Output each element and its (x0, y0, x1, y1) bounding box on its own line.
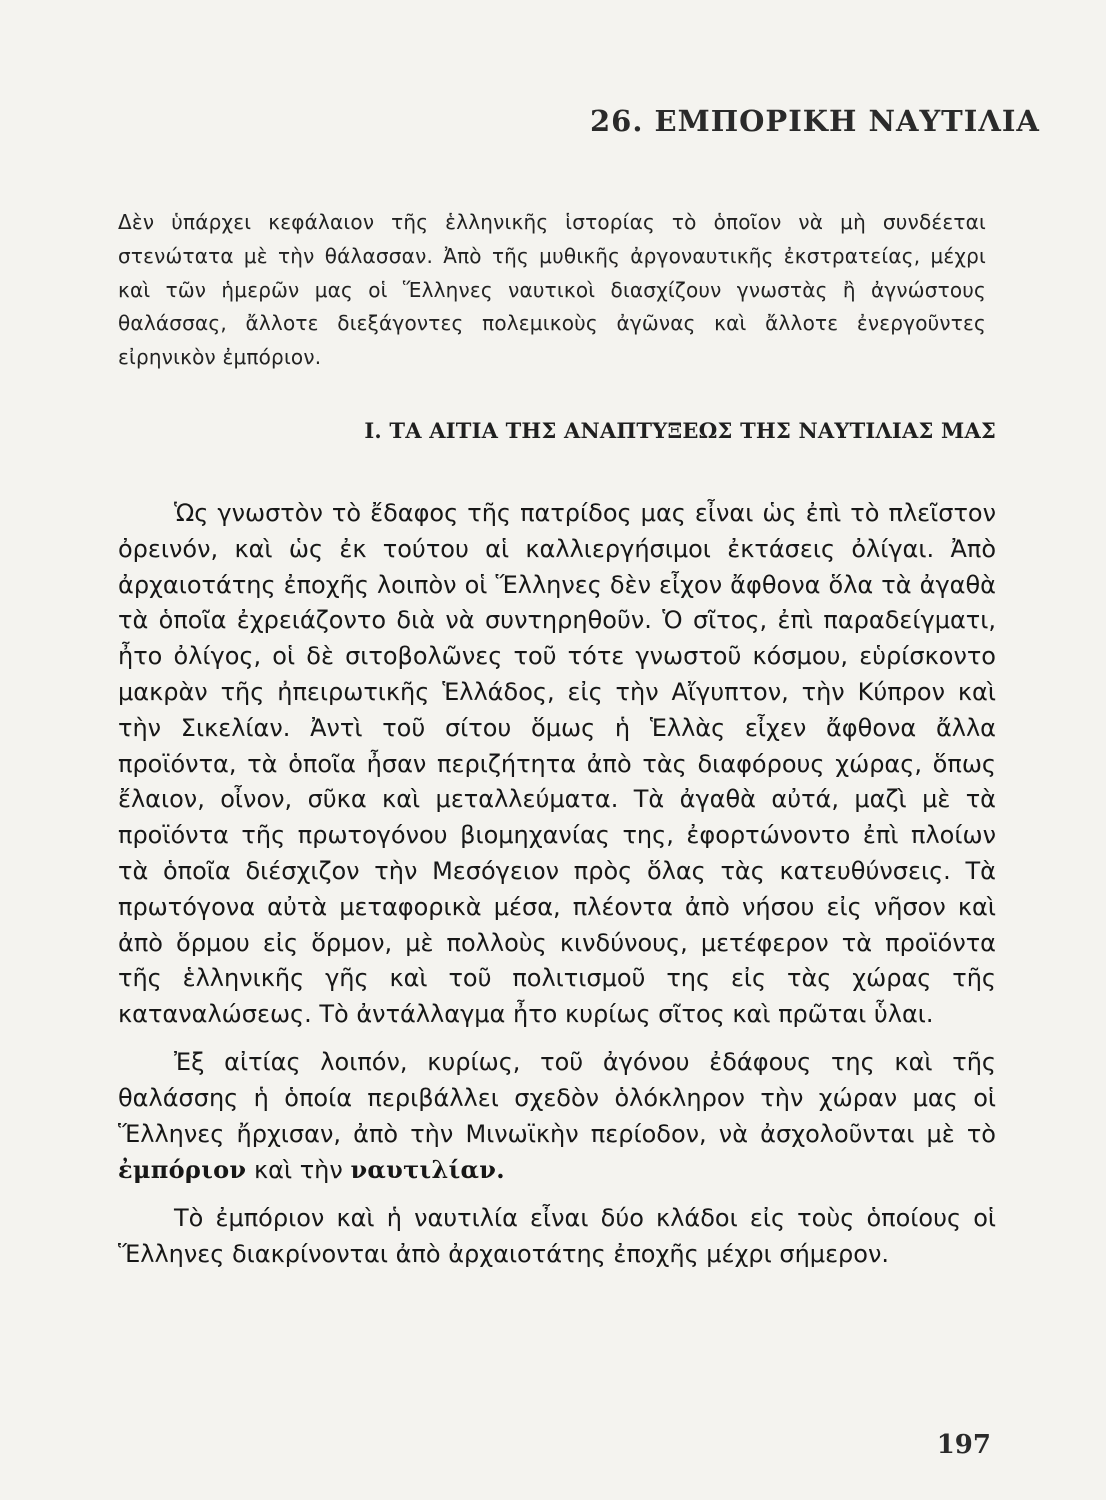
body-paragraph-2 (118, 1045, 996, 1189)
intro-paragraph: Δὲν ὑπάρχει κεφάλαιον τῆς ἑλληνικῆς ἱστορίας τὸ ὁποῖον νὰ μὴ συνδέεται στενώτατα μὲ τὴν θάλασσαν. Ἀπὸ τῆς μυθικῆς ἀργοναυτικῆς ἐκστρατείας, μέχρι καὶ τῶν ἡμερῶν μας οἱ Ἕλληνες ναυτικοὶ διασχίζουν γνωστὰς ἢ ἀγνώστους θαλάσσας, ἄλλοτε διεξάγοντες πολεμικοὺς ἀγῶνας καὶ ἄλλοτε ἐνεργοῦντες εἰρηνικὸν ἐμπόριον. (118, 210, 986, 370)
chapter-title: 26. ΕΜΠΟΡΙΚΗ ΝΑΥΤΙΛΙΑ (590, 104, 1040, 138)
bold-term-shipping: ναυτιλίαν. (350, 1155, 505, 1185)
body-paragraph-1: Ὡς γνωστὸν τὸ ἔδαφος τῆς πατρίδος μας εἶναι ὡς ἐπὶ τὸ πλεῖστον ὀρεινόν, καὶ ὡς ἐκ τούτου αἱ καλλιεργήσιμοι ἐκτάσεις ὀλίγαι. Ἀπὸ ἀρχαιοτάτης ἐποχῆς λοιπὸν οἱ Ἕλληνες δὲν εἶχον ἄφθονα ὅλα τὰ ἀγαθὰ τὰ ὁποῖα ἐχρειάζοντο διὰ νὰ συντηρηθοῦν. Ὁ σῖτος, ἐπὶ παραδείγματι, ἦτο ὀλίγος, οἱ δὲ σιτοβολῶνες τοῦ τότε γνωστοῦ κόσμου, εὑρίσκοντο μακρὰν τῆς ἠπειρωτικῆς Ἑλλάδος, εἰς τὴν Αἴγυπτον, τὴν Κύπρον καὶ τὴν Σικελίαν. Ἀντὶ τοῦ σίτου ὅμως ἡ Ἑλλὰς εἶχεν ἄφθονα ἄλλα προϊόντα, τὰ ὁποῖα ἦσαν περιζήτητα ἀπὸ τὰς διαφόρους χώρας, ὅπως ἔλαιον, οἶνον, σῦκα καὶ μεταλλεύματα. Τὰ ἀγαθὰ αὐτά, μαζὶ μὲ τὰ προϊόντα τῆς πρωτογόνου βιομηχανίας της, ἐφορτώνοντο ἐπὶ πλοίων τὰ ὁποῖα διέσχιζον τὴν Μεσόγειον πρὸς ὅλας τὰς κατευθύνσεις. Τὰ πρωτόγονα αὐτὰ μεταφορικὰ μέσα, πλέοντα ἀπὸ νήσου εἰς νῆσον καὶ ἀπὸ ὅρμου εἰς ὅρμον, μὲ πολλοὺς κινδύνους, μετέφερον τὰ προϊόντα τῆς ἑλληνικῆς γῆς καὶ τοῦ πολιτισμοῦ της εἰς τὰς χώρας τῆς καταναλώσεως. Τὸ ἀντάλλαγμα ἦτο κυρίως σῖτος καὶ πρῶται ὗλαι. (118, 499, 996, 1029)
paragraph-2-connector: καὶ τὴν (254, 1156, 343, 1185)
bold-term-trade: ἐμπόριον (118, 1155, 247, 1185)
paragraph-2-text: Ἐξ αἰτίας λοιπόν, κυρίως, τοῦ ἀγόνου ἐδάφους της καὶ τῆς θαλάσσης ἡ ὁποία περιβάλλει σχεδὸν ὁλόκληρον τὴν χώραν μας οἱ Ἕλληνες ἤρχισαν, ἀπὸ τὴν Μινωϊκὴν περίοδον, νὰ ἀσχολοῦνται μὲ τὸ (118, 1047, 996, 1148)
page-number: 197 (936, 1430, 991, 1460)
body-paragraph-3: Τὸ ἐμπόριον καὶ ἡ ναυτιλία εἶναι δύο κλάδοι εἰς τοὺς ὁποίους οἱ Ἕλληνες διακρίνονται ἀπὸ ἀρχαιοτάτης ἐποχῆς μέχρι σήμερον. (118, 1204, 996, 1268)
section-body (118, 496, 996, 1273)
chapter-intro (118, 206, 986, 375)
section-heading: Ι. ΤΑ ΑΙΤΙΑ ΤΗΣ ΑΝΑΠΤΥΞΕΩΣ ΤΗΣ ΝΑΥΤΙΛΙΑΣ ΜΑΣ (364, 418, 996, 443)
